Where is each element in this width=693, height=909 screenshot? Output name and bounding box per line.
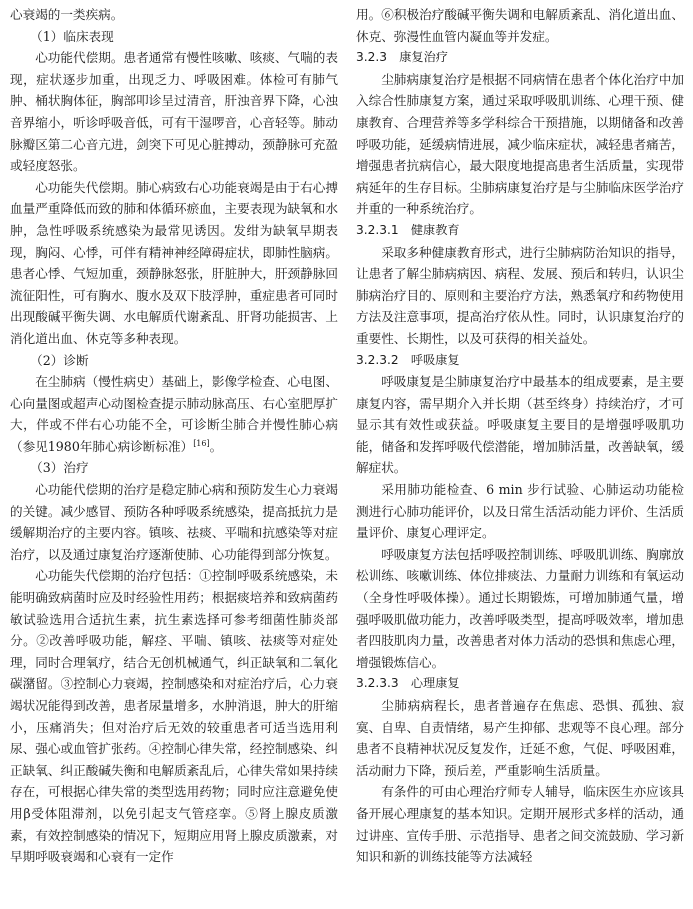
paragraph: 心衰竭的一类疾病。 [10, 7, 124, 22]
section-heading-rehabilitation: 3.2.3 康复治疗 [356, 50, 448, 65]
paragraph-text: 在尘肺病（慢性病史）基础上，影像学检查、心电图、心向量图或超声心动图检查提示肺动脉高压、右心室肥厚扩大，伴或不伴右心功能不全，可诊断尘肺合并慢性肺心病（参见1980年肺心病诊断标准） [10, 374, 338, 454]
paragraph: 用。⑥积极治疗酸碱平衡失调和电解质紊乱、消化道出血、休克、弥漫性血管内凝血等并发症。 [356, 7, 684, 44]
paragraph: 呼吸康复是尘肺康复治疗中最基本的组成要素，是主要康复内容，需早期介入并长期（甚至终身）持续治疗，才可显示其有效性或获益。呼吸康复主要目的是增强呼吸肌功能，储备和发挥呼吸代偿潜能，增加肺活量，改善缺氧，缓解症状。 [356, 374, 684, 476]
paragraph: 尘肺病康复治疗是根据不同病情在患者个体化治疗中加入综合性肺康复方案，通过采取呼吸肌训练、心理干预、健康教育、合理营养等多学科综合干预措施，以期储备和改善呼吸功能，延缓病情进展，减少临床症状，减轻患者痛苦，增强患者抗病信心，最大限度地提高患者生活质量，实现带病延年的生存目标。尘肺病康复治疗是与尘肺临床医学治疗并重的一种系统治疗。 [356, 71, 684, 217]
paragraph: 呼吸康复方法包括呼吸控制训练、呼吸肌训练、胸廓放松训练、咳嗽训练、体位排痰法、力量耐力训练和有氧运动（全身性呼吸体操）。通过长期锻炼，可增加肺通气量，增强呼吸肌做功能力，改善呼吸类型，提高呼吸效率，增加患者四肢肌肉力量，改善患者对体力活动的恐惧和焦虑心理，增强锻炼信心。 [356, 546, 684, 670]
paragraph: 尘肺病病程长，患者普遍存在焦虑、恐惧、孤独、寂寞、自卑、自责情绪，易产生抑郁、悲观等不良心理。部分患者不良精神状况反复发作，迁延不愈，气促、呼吸困难，活动耐力下降，预后差，严重影响生活质量。 [356, 698, 684, 778]
paragraph: 采用肺功能检查、6 min 步行试验、心肺运动功能检测进行心肺功能评价，以及日常生活活动能力评价、生活质量评价、康复心理评定。 [356, 482, 684, 541]
paragraph: 心功能代偿期的治疗是稳定肺心病和预防发生心力衰竭的关键。减少感冒、预防各种呼吸系统感染，提高抵抗力是缓解期治疗的主要内容。镇咳、祛痰、平喘和抗感染等对症治疗，以及通过康复治疗逐渐使肺、心功能得到部分恢复。 [10, 482, 338, 562]
paragraph-diagnosis [10, 371, 338, 457]
paragraph: 有条件的可由心理治疗师专人辅导，临床医生亦应该具备开展心理康复的基本知识。定期开展形式多样的活动，通过讲座、宣传手册、示范指导、患者之间交流鼓励、学习新知识和新的训练技能等方法减轻 [356, 784, 684, 865]
section-heading-psychological-rehab: 3.2.3.3 心理康复 [356, 676, 460, 691]
paragraph: 心功能代偿期。患者通常有慢性咳嗽、咳痰、气喘的表现，症状逐步加重，出现乏力、呼吸困难。体检可有肺气肿、桶状胸体征，胸部叩诊呈过清音，肝浊音界下降，心浊音界缩小，听诊呼吸音低，可有干湿啰音，心音轻等。肺动脉瓣区第二心音亢进，剑突下可见心脏搏动，颈静脉可充盈或轻度怒张。 [10, 50, 338, 174]
left-column [10, 4, 338, 868]
subheading-clinical-manifestation: （1）临床表现 [30, 28, 114, 44]
section-heading-respiratory-rehab: 3.2.3.2 呼吸康复 [356, 352, 460, 367]
citation-reference: [16] [193, 438, 210, 448]
paragraph-text: 。 [209, 438, 223, 454]
paragraph: 采取多种健康教育形式，进行尘肺病防治知识的指导，让患者了解尘肺病病因、病程、发展、预后和转归，认识尘肺病治疗目的、原则和主要治疗方法，熟悉氧疗和药物使用方法及注意事项，提高治疗依从性。同时，认识康复治疗的重要性、长期性，以及可获得的相关益处。 [356, 244, 684, 346]
subheading-treatment: （3）治疗 [30, 460, 89, 476]
subheading-diagnosis: （2）诊断 [30, 352, 89, 368]
paragraph: 心功能失代偿期的治疗包括：①控制呼吸系统感染，未能明确致病菌时应及时经验性用药；根据痰培养和致病菌药敏试验选用合适抗生素，抗生素选择可参考细菌性肺炎部分。②改善呼吸功能，解痉、平喘、镇咳、祛痰等对症处理，同时合理氧疗，结合无创机械通气，纠正缺氧和二氧化碳潴留。③控制心力衰竭，控制感染和对症治疗后，心力衰竭状况能得到改善，患者尿量增多，水肿消退，肿大的肝缩小，压痛消失；但对治疗后无效的较重患者可适当选用利尿、强心或血管扩张药。④控制心律失常，经控制感染、纠正缺氧、纠正酸碱失衡和电解质紊乱后，心律失常如果持续存在，可根据心律失常的类型选用药物；同时应注意避免使用β受体阻滞剂，以免引起支气管痉挛。⑤肾上腺皮质激素，有效控制感染的情况下，短期应用肾上腺皮质激素，对早期呼吸衰竭和心衰有一定作 [10, 568, 338, 865]
paragraph: 心功能失代偿期。肺心病致右心功能衰竭是由于右心搏血量严重降低而致的肺和体循环瘀血，主要表现为缺氧和水肿，急性呼吸系统感染为最常见诱因。发绀为缺氧早期表现，胸闷、心悸，可伴有精神神经障碍症状，即肺性脑病。患者心悸、气短加重，颈静脉怒张，肝脏肿大，肝颈静脉回流征阳性，可有胸水、腹水及双下肢浮肿，重症患者可同时出现酸碱平衡失调、水电解质代谢紊乱、肝肾功能损害、上消化道出血、休克等多种表现。 [10, 179, 338, 346]
right-column [356, 4, 684, 868]
section-heading-health-education: 3.2.3.1 健康教育 [356, 222, 460, 237]
